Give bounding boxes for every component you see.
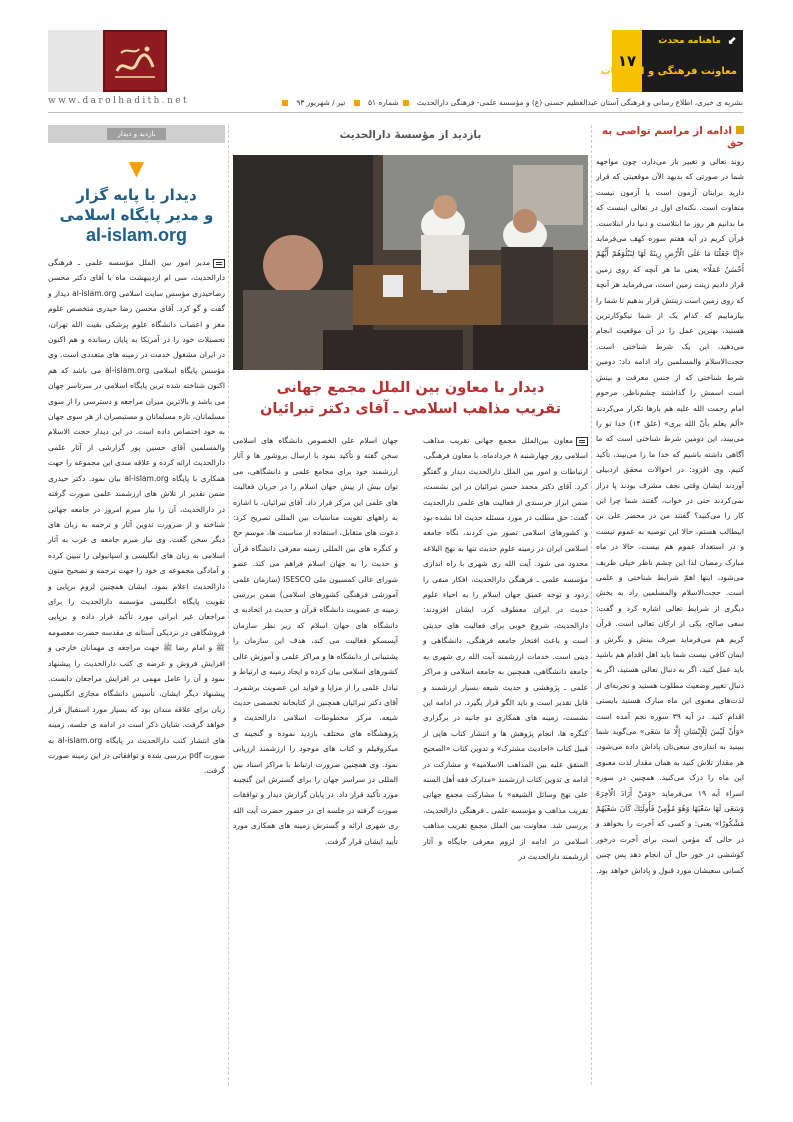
left-title-line-2: و مدیر پایگاه اسلامی: [59, 206, 214, 224]
square-bullet-icon: [354, 100, 360, 106]
publisher-info: [397, 98, 743, 107]
article-text-column-b: جهان اسلام علی الخصوص دانشگاه های اسلامی سخن گفته و تأکید نمود با ارسال بروشور ها و آثار ارزشمند خود برای مجامع علمی و دانشگاهی، می توان بیش از پیش جهان اسلام را در جریان فعالیت های علمی این مرکز قرار داد. آقای تبرائیان، با اشاره به راههای تقویت مناسبات بین المللی تصریح کرد: دعوت های متقابل، استفاده از مناسبت ها، موسم حج و کنگره های بین المللی زمینه معرفی دانشگاه قرآن و حدیث را به جهان اسلام فراهم می کند. عضو شورای عالی کمسیون ملی ISESCO (سازمان علمی آموزشی فرهنگی کشورهای اسلامی) ضمن بررسی زمینه ی عضویت دانشگاه قرآن و حدیث در اتحادیه ی دانشگاه های جهان اسلام که زیر نظر سازمان آیسسکو فعالیت می کند، هدف این سازمان را پشتیبانی از دانشگاه ها و مراکز علمی و آموزش عالی کشورهای اسلامی بیان کرده و ایجاد زمینه ی ارتباط و تبادل علمی را از مزایا و فواید این عضویت برشمرد. آقای دکتر تبرائیان همچنین از کتابخانه تخصصی حدیث شیعه، مرکز مخطوطات اسلامی دارالحدیث و پژوهشگاه های مختلف بازدید نموده و گنجینه ی میکروفیلم و کتاب های موجود را ارزشمند ارزیابی نمود. وی همچنین ضرورت ارتباط با مراکز اسناد بین المللی در سراسر جهان را برای گسترش این گنجینه مورد تأکید قرار داد. در پایان گزارش دیدار و توافقات صورت گرفته در جلسه ای در حضور حضرت آیت الله ری شهری ارائه و گسترش زمینه های همکاری مورد تأیید ایشان قرار گرفت.: [233, 436, 399, 846]
left-article-text: مدیر امور بین الملل مؤسسه علمی ـ فرهنگی دارالحدیث، سی ام اردیبهشت ماه با آقای دکتر محسن رضاحیدری مؤسس سایت اسلامی al-islam.org دیدار و گفت و گو کرد. آقای محسن رضا حیدری متخصص علوم مغز و اعصاب دانشگاه علوم پزشکی بقیت الله تهران، تحصیلات خود را در آمریکا به پایان رسانده و هم اکنون در ایران مشغول خدمت در زمینه های متعددی است. وی مؤسس پایگاه اسلامی al-islam.org می باشد که هم اکنون شناخته شده ترین پایگاه اسلامی در سرتاسر جهان می باشد و بالاترین میزان مراجعه و دسترسی را از سوی مسلمانان، تازه مسلمانان و مستبصران از هر سوی جهان به خود اختصاص داده است. در این دیدار حجت الاسلام والمسلمین آقای حسین پور گزارشی از آثار علمی دارالحدیث ارائه کرده و علاقه مندی این مجموعه را جهت همکاری با پایگاه al-islam.org بیان نمود. دکتر حیدری ضمن تقدیر از تلاش های ارزشمند علمی صورت گرفته در دارالحدیث، آن را نیاز مبرم امروز در جامعه جهانی شناخته و از ضرورت تدوین آثار و ترجمه به زبان های دیگر سخن گفت. وی نیاز مبرم جامعه ی غرب به آثار اسلامی به زبان های انگلیسی و اسپانیولی را تبیین کرده و آمادگی مجموعه ی خود را جهت ترجمه و تصحیح متون دارالحدیث اعلام نمود. ایشان همچنین لزوم برپایی و تقویت پایگاه انگلیسی مؤسسه دارالحدیث را برای مراجعان غیر ایرانی مورد تأکید قرار داده و برپایی فروشگاهی در نزدیکی آستانه ی مقدسه حضرت معصومه ﷺ و امام رضا ﷺ جهت مراجعه ی مهمانان خارجی و افزایش فروش و عرضه ی کتب دارالحدیث را پیشنهاد نمود و آن را عامل مهمی در افزایش مراجعان دانست. پیشنهاد دیگر ایشان، تأسیس دانشگاه مجازی انگلیسی زبان برای علاقه مندان بود که بسیار مورد استقبال قرار خواهد گرفت. شایان ذکر است در ادامه ی جلسه، زمینه های انتشار کتب دارالحدیث در پایگاه al-islam.org به صورت pdf بررسی شده و توافقاتی در این زمینه صورت گرفت.: [48, 258, 226, 776]
column-divider: [228, 125, 229, 1085]
magazine-logo: [103, 30, 167, 92]
middle-column: [233, 125, 588, 1085]
page-header: [48, 30, 743, 92]
article-text-column-a: معاون بین‌الملل مجمع جهانی تقریب مذاهب اسلامی روز چهارشنبه ۸ خردادماه، با معاون فرهنگی، ارتباطات و امور بین الملل دارالحدیث دیدار و گفتگو کرد. آقای دکتر محمد حسن تبرائیان در این نشست، ضمن ابراز خرسندی از فعالیت های علمی دارالحدیث گفت: حق مطلب در مورد مسئله حدیث ادا نشده بود و کشورهای اسلامی تصور می کردند، نگاه جامعه اسلامی ایران در زمینه علوم حدیث تنها به نهج البلاغه محدود می شود. آیت الله ری شهری با راه اندازی مؤسسه علمی ـ فرهنگی دارالحدیث، افکار منفی را زدود و توجه عمیق جهان اسلام را به احیاء علوم حدیث در ایران معطوف کرد. ایشان افزودند: دارالحدیث، شروع خوبی برای فعالیت های حدیثی است و باعث افتخار جامعه فرهنگی، دانشگاهی و دینی است. خدمات ارزشمند آیت الله ری شهری به جامعه دانشگاهی، همچنین به جامعه اسلامی و مراکز علمی ـ پژوهشی و حدیث شیعه بسیار ارزشمند و قابل تقدیر است و باید الگو قرار بگیرد. در ادامه این نشست، زمینه های همکاری دو جانبه در برگزاری کنگره ها، انجام پژوهش ها و انتشار کتاب هایی از قبیل کتاب «احادیث مشترک» و تدوین کتاب «الصحیح المتفق علیه بین المذاهب الاسلامیه» و مشارکت در ادامه ی تدوین کتاب ارزشمند «مدارک فقه أهل السنه علی نهج وسائل الشیعه» با مشارکت مجمع جهانی تقریب مذاهب و مؤسسه علمی ـ فرهنگی دارالحدیث، بررسی شد. معاونت بین الملل مجمع تقریب مذاهب اسلامی در ادامه از لزوم معرفی جایگاه و آثار ارزشمند دارالحدیث در: [423, 436, 588, 861]
paragraph-icon: [213, 259, 225, 268]
header-gray-block: [48, 30, 103, 92]
section-tag: [48, 125, 225, 143]
publication-line: [48, 96, 743, 112]
issue-date: تیر / شهریور ۹۳: [296, 98, 346, 107]
meeting-photo-illustration: [233, 155, 588, 370]
square-bullet-icon: [403, 100, 409, 106]
continued-article-title: ادامه از مراسم تواصی به حق: [601, 125, 744, 149]
magazine-name: ماهنامه محدث: [658, 36, 721, 46]
article-headline: [233, 378, 588, 420]
section-name: معاونت فرهنگی و ارتباطات: [600, 66, 737, 77]
section-tag-label: بازدید و دیدار: [107, 128, 165, 140]
header-divider: [48, 112, 743, 113]
arrow-icon: ⬋: [727, 34, 737, 47]
issue-info: [276, 98, 399, 107]
issue-number: شماره ۵۱: [368, 98, 399, 107]
continued-article-text: روند تعالی و تغییر باز می‌دارد، چون مواجهه شما در صورتی که بدیهد الآن موقعیتی که قرار دارید برایتان آزمون است یا آزمون نیست متفاوت است. نکته‌ای اول در تعالی اینست که ما بدانیم هر روز ما ابتلاست و دنیا دار ابتلاست. قرآن کریم در آیه هفتم سوره کهف می‌فرماید «إِنَّا جَعَلْنَا مَا عَلَى الْأَرْضِ زِينَةً لَهَا لِنَبْلُوَهُمْ أَيُّهُمْ أَحْسَنُ عَمَلًا» یعنی ما هر آنچه که روی زمین قرار دادیم زینت زمین است، می‌فرماید هر آنچه که روی زمین است زینتش قرار بدهیم تا شما را بیازماییم که کدام یک از شما نیکوکارترین هستید، بهترین عمل را در آن موقعیت انجام می‌دهید، این یک شرط شناختی است. حجت‌الاسلام والمسلمین راد ادامه داد: دومین شرط شناختی که از جنس معرفت و بینش است اسمش را گذاشتند چشم‌ناظر. مرحوم امام رحمت الله علیه هم بارها تکرار می‌کردند «ألم یعلم بأنّ الله یری» (علق ۱۴) خدا تو را می‌بیند، این دومین شرط شناختی است که ما آگاهی داشته باشیم که خدا ما را می‌بیند، تأکید کنیم. وی افزود: در احوالات محقق اردبیلی آوردند ایشان وقتی نجف مشرف بودند پا دراز نمی‌کردند حتی در خواب، گفتند شما چرا این کار را می‌کنید؟ گفتند من در محضر علی بن ابیطالب هستم، حالا این توصیه به عموم نیست و در استعداد عموم هم نیست، حالا در ماه مبارک رمضان لذا این چشم ناظر خیلی ظریف می‌شود، اینها اهمّ شرایط شناختی و علمی است. حجت‌الاسلام والمسلمین راد به بخش دیگری از شرایط تعالی اشاره کرد و گفت: سعی صالح، یکی از ارکان تعالی است. قرآن کریم هم می‌فرماید صرف بینش و نگرش و ایمان کافی نیست شما باید اهل اقدام هم باشید باید عمل کنید، اگر به دنبال تعالی هستید، اگر به دنبال تغییر وضعیت مطلوب هستید و تجربه‌ای از لذت‌های معنوی این ماه مبارک هستید بایستی اقدام کنید. در آیه ۳۹ سوره نجم آمده است «وَأَنْ لَيْسَ لِلْإِنْسَانِ إِلَّا مَا سَعَى» می‌گوید شما ببینید به اندازه‌ی سعی‌تان پاداش داده می‌شود، هر مقدار تلاش کنید به همان مقدار لذت معنوی این ماه را درک می‌کنید. همچنین در سوره اسراء آیه ۱۹ می‌فرماید «وَمَنْ أَرَادَ الْآخِرَةَ وَسَعَى لَهَا سَعْيَهَا وَهُوَ مُؤْمِنٌ فَأُولَئِكَ كَانَ سَعْيُهُمْ مَشْكُورًا» یعنی: و کسی که آخرت را بخواهد و در حالی که مؤمن است برای آخرت درخور کوششی در خور حال آن انجام دهد پس چنین کسانی سعیشان مورد قبول و پاداش خواهد بود.: [596, 157, 744, 875]
website-link[interactable]: www.darolhadith.net: [48, 96, 190, 106]
meeting-photo: [233, 155, 588, 370]
chevron-down-icon: ▼: [128, 156, 145, 180]
headline-line-1: دیدار با معاون بین الملل مجمع جهانی: [276, 380, 545, 396]
left-title-line-1: دیدار با پایه گزار: [76, 186, 197, 204]
left-column: [48, 125, 225, 1100]
publisher-text: نشریه ی خبری، اطلاع رسانی و فرهنگی آستان عبدالعظیم حسنی (ع) و مؤسسه علمی- فرهنگی دارالحدیث: [416, 98, 743, 107]
page-number: ۱۷: [612, 30, 642, 92]
left-article-title: [48, 185, 225, 245]
headline-line-2: تقریب مذاهب اسلامی ـ آقای دکتر تبرائیان: [259, 401, 562, 417]
logo-calligraphy-icon: [109, 37, 161, 85]
square-bullet-icon: [282, 100, 288, 106]
article-kicker: بازدید از مؤسسهٔ دارالحدیث: [339, 129, 482, 141]
paragraph-icon: [576, 437, 588, 446]
right-column: [596, 125, 744, 1100]
square-bullet-icon: [736, 126, 744, 134]
header-blank: [167, 30, 612, 92]
left-title-line-3: al-islam.org: [85, 225, 188, 245]
column-divider: [591, 125, 592, 1085]
